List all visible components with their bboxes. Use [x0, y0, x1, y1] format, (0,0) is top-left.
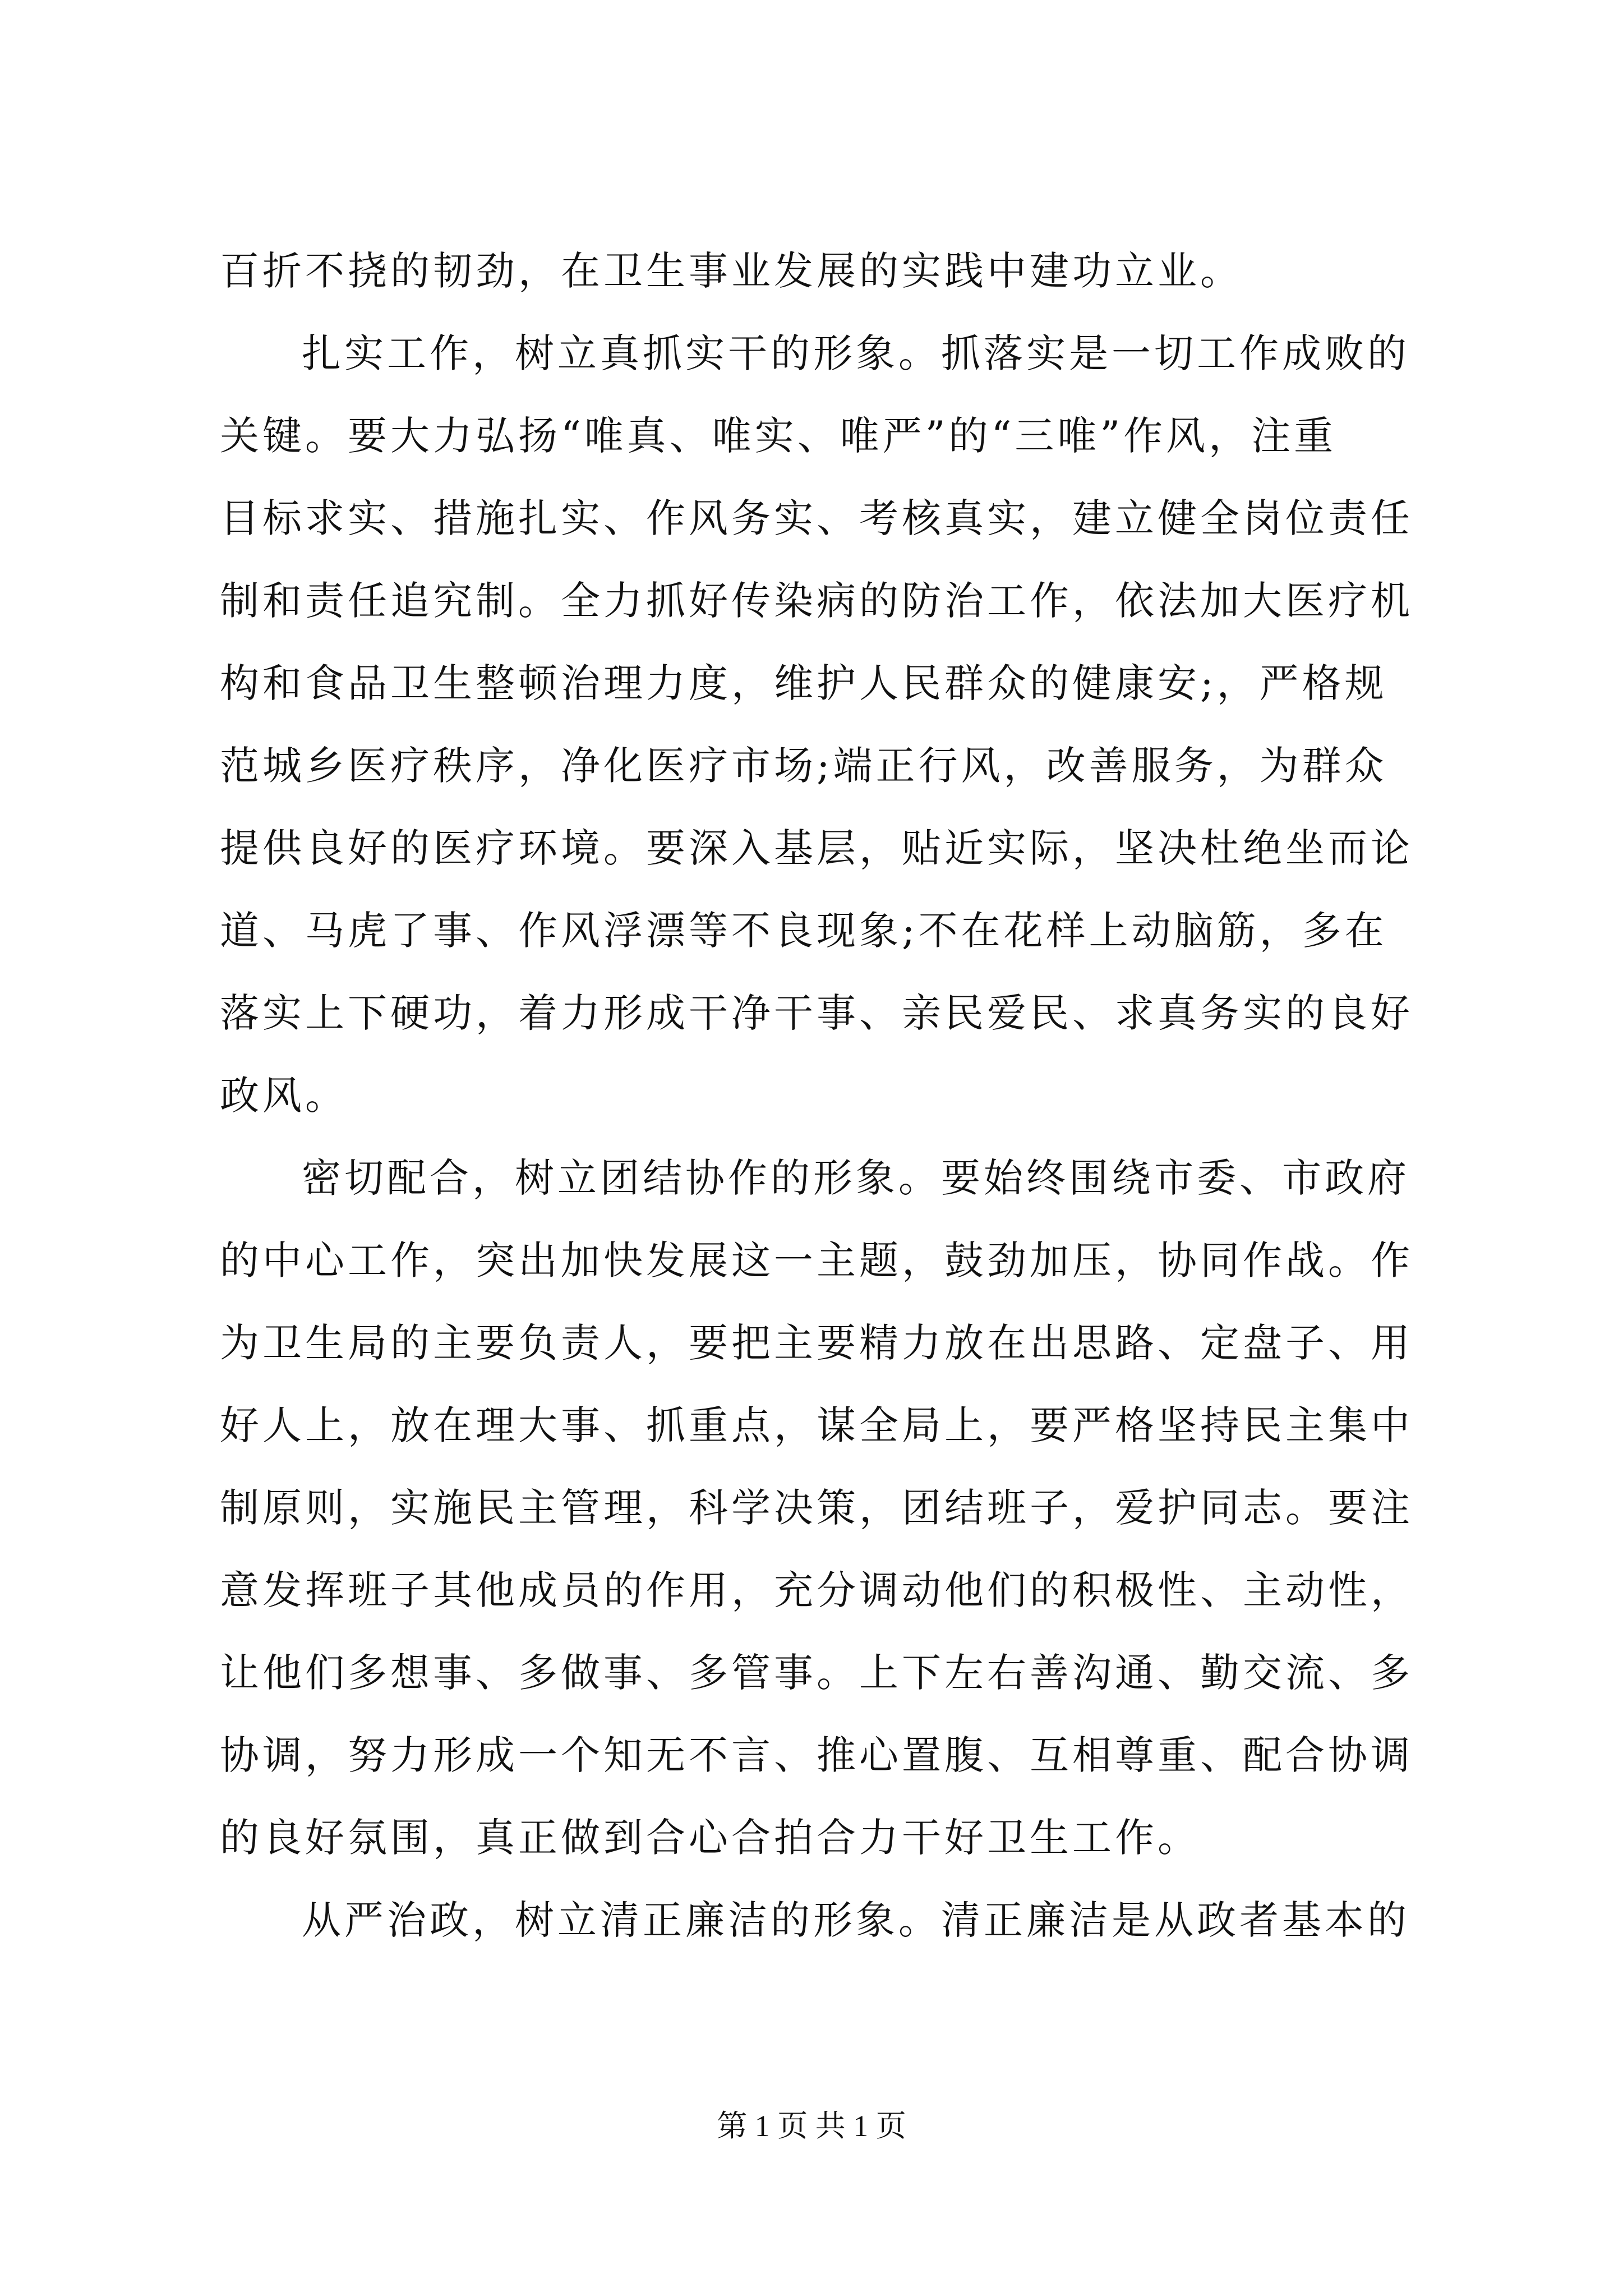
- text-line: 好人上，放在理大事、抓重点，谋全局上，要严格坚持民主集中: [220, 1402, 1413, 1448]
- paragraph-start-line: 从严治政，树立清正廉洁的形象。清正廉洁是从政者基本的: [302, 1897, 1410, 1943]
- text-line: 目标求实、措施扎实、作风务实、考核真实，建立健全岗位责任: [220, 495, 1413, 541]
- text-line: 范城乡医疗秩序，净化医疗市场;端正行风，改善服务，为群众: [220, 743, 1387, 789]
- text-line: 提供良好的医疗环境。要深入基层，贴近实际，坚决杜绝坐而论: [220, 825, 1413, 871]
- text-line: 协调，努力形成一个知无不言、推心置腹、互相尊重、配合协调: [220, 1732, 1413, 1778]
- paragraph-start-line: 扎实工作，树立真抓实干的形象。抓落实是一切工作成败的: [302, 330, 1410, 376]
- text-line: 制原则，实施民主管理，科学决策，团结班子，爱护同志。要注: [220, 1485, 1413, 1531]
- text-line: 政风。: [220, 1073, 348, 1119]
- text-line: 落实上下硬功，着力形成干净干事、亲民爱民、求真务实的良好: [220, 990, 1413, 1036]
- text-line: 百折不挠的韧劲，在卫生事业发展的实践中建功立业。: [220, 248, 1243, 294]
- text-line: 关键。要大力弘扬“唯真、唯实、唯严”的“三唯”作风，注重: [220, 413, 1337, 459]
- document-body: [220, 230, 1414, 1962]
- text-line: 让他们多想事、多做事、多管事。上下左右善沟通、勤交流、多: [220, 1650, 1413, 1696]
- text-line: 的良好氛围，真正做到合心合拍合力干好卫生工作。: [220, 1815, 1200, 1861]
- text-line: 的中心工作，突出加快发展这一主题，鼓劲加压，协同作战。作: [220, 1237, 1413, 1283]
- paragraph-start-line: 密切配合，树立团结协作的形象。要始终围绕市委、市政府: [302, 1155, 1410, 1201]
- text-line: 制和责任追究制。全力抓好传染病的防治工作，依法加大医疗机: [220, 578, 1413, 624]
- text-line: 道、马虎了事、作风浮漂等不良现象;不在花样上动脑筋，多在: [220, 908, 1387, 954]
- text-line: 构和食品卫生整顿治理力度，维护人民群众的健康安;，严格规: [220, 660, 1387, 706]
- text-line: 意发挥班子其他成员的作用，充分调动他们的积极性、主动性，: [220, 1567, 1413, 1613]
- text-line: 为卫生局的主要负责人，要把主要精力放在出思路、定盘子、用: [220, 1320, 1413, 1366]
- page-footer: 第 1 页 共 1 页: [717, 2109, 906, 2143]
